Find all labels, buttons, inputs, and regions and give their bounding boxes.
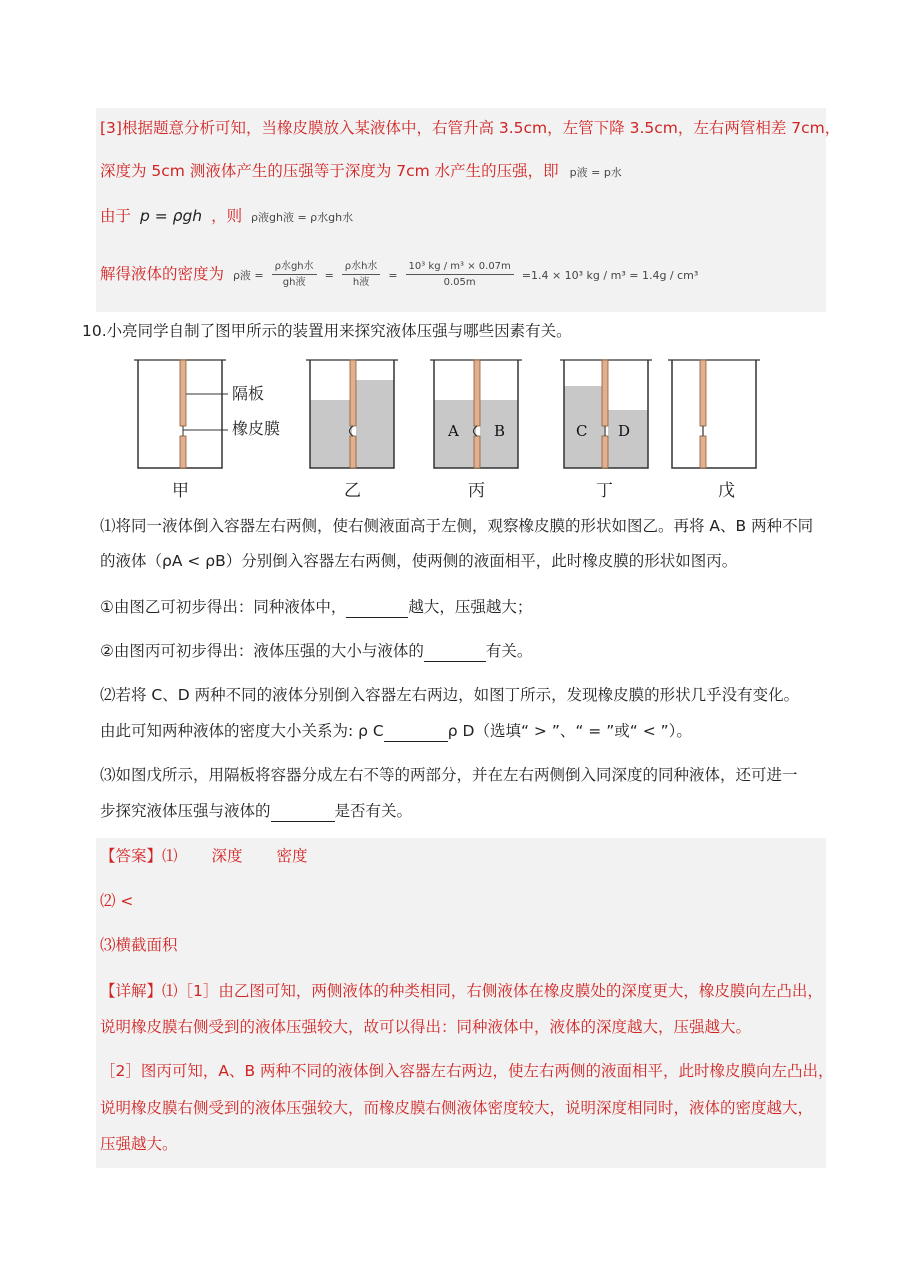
q1-sub-2-post: 有关。 xyxy=(485,642,533,660)
q1-sub-2 xyxy=(100,640,532,662)
fraction-2 xyxy=(342,259,381,290)
detail-line-5: 压强越大。 xyxy=(100,1135,178,1153)
blank-4[interactable] xyxy=(271,805,335,822)
q1-sub-2-pre: ②由图丙可初步得出：液体压强的大小与液体的 xyxy=(100,642,424,660)
q3-line-2 xyxy=(100,800,412,822)
analysis-line-3 xyxy=(100,205,353,229)
label-d: D xyxy=(618,422,631,440)
q3-line-2-pre: 步探究液体压强与液体的 xyxy=(100,802,271,820)
label-partition: 隔板 xyxy=(232,384,265,403)
blank-3[interactable] xyxy=(384,725,448,742)
detail-line-1: 【详解】⑴［1］由乙图可知，两侧液体的种类相同，右侧液体在橡皮膜处的深度更大，橡皮膜向左凸出， xyxy=(100,982,823,1000)
q1-sub-1-pre: ①由图乙可初步得出：同种液体中， xyxy=(100,598,347,616)
experiment-figure xyxy=(120,350,760,504)
label-b: B xyxy=(494,422,506,440)
answer-2: 密度 xyxy=(276,847,308,865)
fraction-2-num: ρ水h水 xyxy=(342,259,381,275)
analysis-line-1: [3]根据题意分析可知，当橡皮膜放入某液体中，右管升高 3.5cm，左管下降 3.5cm，左右两管相差 7cm， xyxy=(100,119,841,137)
analysis-line-4 xyxy=(100,254,698,294)
caption-ding: 丁 xyxy=(596,481,613,501)
blank-2[interactable] xyxy=(424,645,486,662)
caption-wu: 戊 xyxy=(718,481,735,501)
formula-p-equal: p液 = p水 xyxy=(569,166,622,179)
q1-line-2: 的液体（ρA < ρB）分别倒入容器左右两侧，使两侧的液面相平，此时橡皮膜的形状如图丙。 xyxy=(100,552,738,570)
fraction-2-den: h液 xyxy=(352,277,370,288)
answer-line-3: ⑶横截面积 xyxy=(100,936,178,954)
container-ding xyxy=(560,360,652,468)
fraction-1-den: gh液 xyxy=(282,277,306,288)
analysis-line-2 xyxy=(100,160,622,184)
analysis-line-3-text: 由于 xyxy=(100,207,132,225)
equals-1: = xyxy=(324,269,334,282)
formula-rho-liquid: ρ液 = xyxy=(232,269,264,282)
answer-line-1 xyxy=(100,845,308,867)
fraction-1-num: ρ水gh水 xyxy=(272,259,317,275)
fraction-3-num: 10³ kg / m³ × 0.07m xyxy=(406,259,514,275)
answer-label: 【答案】⑴ xyxy=(100,847,178,865)
detail-line-4: 说明橡皮膜右侧受到的液体压强较大，而橡皮膜右侧液体密度较大，说明深度相同时，液体的密度越大， xyxy=(100,1099,814,1117)
container-jia xyxy=(134,360,280,468)
fraction-1 xyxy=(272,259,317,290)
q3-line-2-post: 是否有关。 xyxy=(334,802,413,820)
label-membrane: 橡皮膜 xyxy=(232,419,281,438)
label-a: A xyxy=(448,422,459,440)
blank-1[interactable] xyxy=(346,601,408,618)
caption-bing: 丙 xyxy=(468,481,485,501)
q1-sub-1-post: 越大，压强越大； xyxy=(408,598,533,616)
container-wu xyxy=(668,360,760,468)
container-yi xyxy=(306,360,398,468)
caption-yi: 乙 xyxy=(344,481,361,501)
q2-line-2-pre: 由此可知两种液体的密度大小关系为: ρ C xyxy=(100,722,384,740)
q1-sub-1 xyxy=(100,596,532,618)
caption-jia: 甲 xyxy=(172,481,189,501)
container-bing xyxy=(430,360,522,468)
detail-line-3: ［2］图丙可知，A、B 两种不同的液体倒入容器左右两边，使左右两侧的液面相平，此时橡皮膜向左凸出， xyxy=(100,1062,834,1080)
q2-line-2 xyxy=(100,720,692,742)
q1-line-1: ⑴将同一液体倒入容器左右两侧，使右侧液面高于左侧，观察橡皮膜的形状如图乙。再将 A、B 两种不同 xyxy=(100,517,814,535)
q3-line-1: ⑶如图戊所示，用隔板将容器分成左右不等的两部分，并在左右两侧倒入同深度的同种液体，还可进一 xyxy=(100,766,798,784)
analysis-line-3-mid: ，则 xyxy=(211,207,243,225)
partition-upper xyxy=(180,360,186,426)
formula-rho-equal: ρ液gh液 = ρ水gh水 xyxy=(251,211,354,224)
partition-lower xyxy=(180,436,186,468)
analysis-line-4-text: 解得液体的密度为 xyxy=(100,265,225,283)
label-c: C xyxy=(576,422,588,440)
q2-line-1: ⑵若将 C、D 两种不同的液体分别倒入容器左右两边，如图丁所示，发现橡皮膜的形状几乎没有变化。 xyxy=(100,686,800,704)
q2-line-2-post: ρ D（选填“ > ”、“ = ”或“ < ”）。 xyxy=(447,722,692,740)
density-result: =1.4 × 10³ kg / m³ = 1.4g / cm³ xyxy=(521,269,699,282)
analysis-line-2-text: 深度为 5cm 测液体产生的压强等于深度为 7cm 水产生的压强，即 xyxy=(100,162,559,180)
containers-diagram xyxy=(120,350,760,500)
answer-1: 深度 xyxy=(211,847,243,865)
formula-p-rho-g-h: p = ρgh xyxy=(139,207,203,225)
fraction-3 xyxy=(406,259,514,290)
equals-2: = xyxy=(388,269,398,282)
fraction-3-den: 0.05m xyxy=(443,277,476,288)
question-title: 10.小亮同学自制了图甲所示的装置用来探究液体压强与哪些因素有关。 xyxy=(82,322,572,340)
answer-line-2: ⑵ < xyxy=(100,892,134,910)
detail-line-2: 说明橡皮膜右侧受到的液体压强较大，故可以得出：同种液体中，液体的深度越大，压强越大。 xyxy=(100,1018,752,1036)
